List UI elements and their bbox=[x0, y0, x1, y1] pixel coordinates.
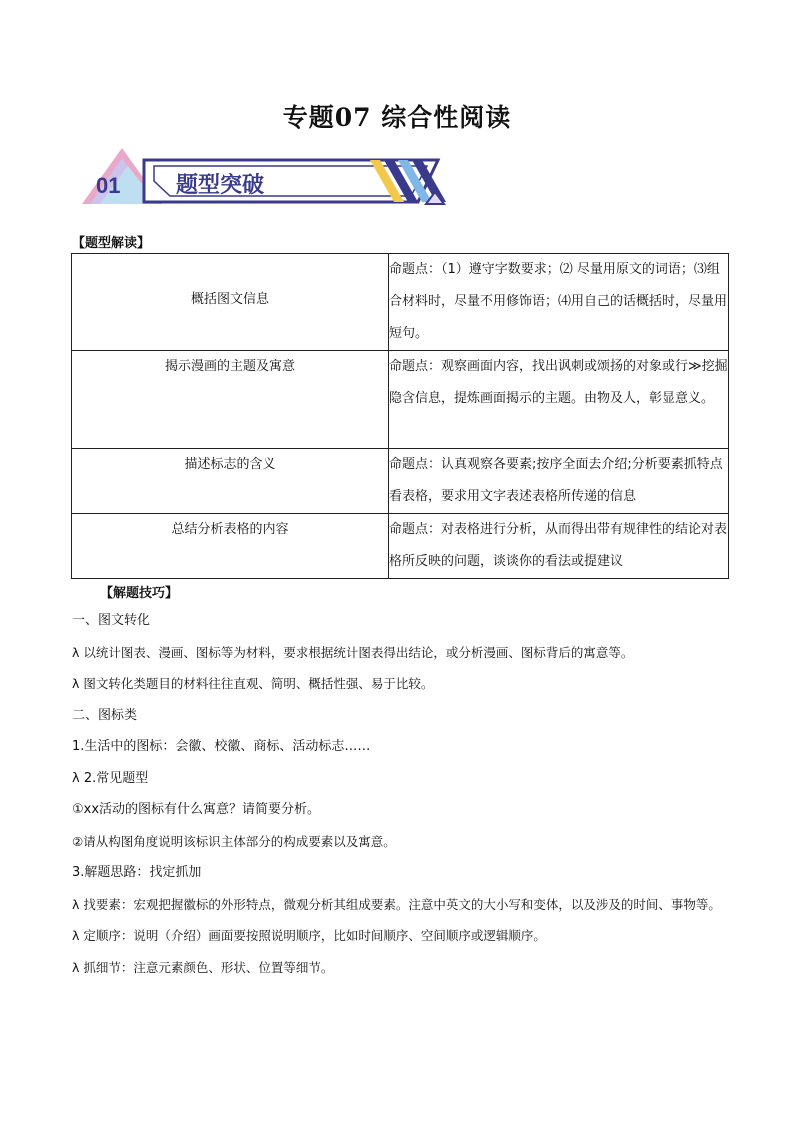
body-line: 一、图文转化 bbox=[72, 613, 151, 628]
page-title: 专题07 综合性阅读 bbox=[282, 103, 512, 132]
question-type-table bbox=[71, 253, 729, 579]
body-line: λ 以统计图表、漫画、图标等为材料，要求根据统计图表得出结论，或分析漫画、图标背后的寓意等。 bbox=[72, 644, 634, 660]
body-line: λ 图文转化类题目的材料往往直观、简明、概括性强、易于比较。 bbox=[72, 676, 434, 691]
body-line: λ 找要素：宏观把握徽标的外形特点，微观分析其组成要素。注意中英文的大小写和变体，以及涉及的时间、事物等。 bbox=[72, 896, 721, 912]
table-cell-topic: 描述标志的含义 bbox=[72, 449, 389, 514]
table-cell-topic: 概括图文信息 bbox=[72, 254, 389, 351]
tips-body bbox=[72, 605, 732, 983]
table-cell-desc: 命题点：对表格进行分析，从而得出带有规律性的结论对表格所反映的问题，谈谈你的看法或提建议 bbox=[389, 514, 729, 579]
body-line: 3.解题思路：找定抓加 bbox=[72, 865, 202, 880]
table-row bbox=[72, 514, 729, 579]
body-line: λ 定顺序：说明（介绍）画面要按照说明顺序，比如时间顺序、空间顺序或逻辑顺序。 bbox=[72, 928, 546, 943]
section-label-interpretation: 【题型解读】 bbox=[72, 236, 151, 251]
body-line: 1.生活中的图标：会徽、校徽、商标、活动标志…… bbox=[72, 739, 371, 754]
body-line: 二、图标类 bbox=[72, 707, 138, 723]
banner-number: 01 bbox=[96, 173, 121, 198]
body-line: ②请从构图角度说明该标识主体部分的构成要素以及寓意。 bbox=[72, 833, 396, 849]
table-cell-desc: 命题点：观察画面内容，找出讽刺或颂扬的对象或行≫挖掘隐含信息，提炼画面揭示的主题。由物及人，彰显意义。 bbox=[389, 351, 729, 449]
section-label-tips: 【解题技巧】 bbox=[100, 586, 179, 601]
table-row bbox=[72, 351, 729, 449]
table-cell-desc: 命题点：（1）遵守字数要求；⑵ 尽量用原文的词语；⑶组合材料时，尽量不用修饰语；⑷用自己的话概括时，尽量用短句。 bbox=[389, 254, 729, 351]
banner-text: 题型突破 bbox=[176, 173, 265, 198]
body-line: ①xx活动的图标有什么寓意？请简要分析。 bbox=[72, 802, 321, 817]
table-cell-topic: 揭示漫画的主题及寓意 bbox=[72, 351, 389, 449]
table-cell-topic: 总结分析表格的内容 bbox=[72, 514, 389, 579]
body-line: λ 2.常见题型 bbox=[72, 770, 149, 786]
section-banner bbox=[78, 146, 458, 210]
table-cell-desc: 命题点：认真观察各要素;按序全面去介绍;分析要素抓特点看表格，要求用文字表述表格所传递的信息 bbox=[389, 449, 729, 514]
table-row bbox=[72, 449, 729, 514]
body-line: λ 抓细节：注意元素颜色、形状、位置等细节。 bbox=[72, 959, 334, 975]
table-row bbox=[72, 254, 729, 351]
